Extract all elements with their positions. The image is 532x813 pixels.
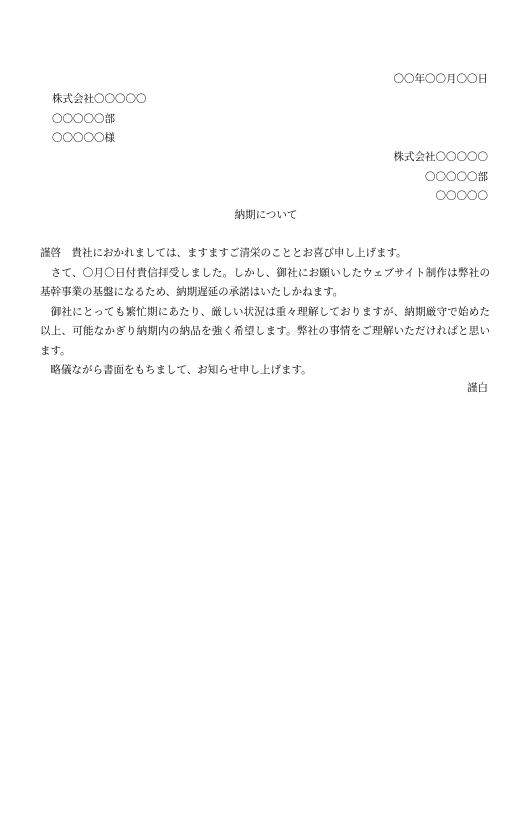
recipient-company: 株式会社〇〇〇〇〇 xyxy=(52,93,147,105)
recipient-department: 〇〇〇〇〇部 xyxy=(52,113,115,125)
body-paragraph: さて、〇月〇日付貴信拝受しました。しかし、御社にお願いしたウェブサイト制作は弊社の基幹事業の基盤になるため、納期遅延の承諾はいたしかねます。 xyxy=(40,266,490,298)
sender-department: 〇〇〇〇〇部 xyxy=(425,171,488,183)
body-paragraph: 謹啓 貴社におかれましては、ますますご清栄のこととお喜び申し上げます。 xyxy=(40,247,407,259)
letter-body xyxy=(40,244,490,381)
sender-company: 株式会社〇〇〇〇〇 xyxy=(393,151,488,163)
recipient-name: 〇〇〇〇〇様 xyxy=(52,132,115,144)
body-paragraph: 略儀ながら書面をもちまして、お知らせ申し上げます。 xyxy=(40,364,312,376)
letter-date: 〇〇年〇〇月〇〇日 xyxy=(393,73,488,85)
body-paragraph: 御社にとっても繁忙期にあたり、厳しい状況は重々理解しておりますが、納期厳守で始めた以上、可能なかぎり納期内の納品を強く希望します。弊社の事情をご理解いただければと思います。 xyxy=(40,305,490,357)
letter-closing: 謹白 xyxy=(467,382,488,394)
sender-name: 〇〇〇〇〇 xyxy=(435,190,488,202)
letter-subject: 納期について xyxy=(234,209,298,221)
